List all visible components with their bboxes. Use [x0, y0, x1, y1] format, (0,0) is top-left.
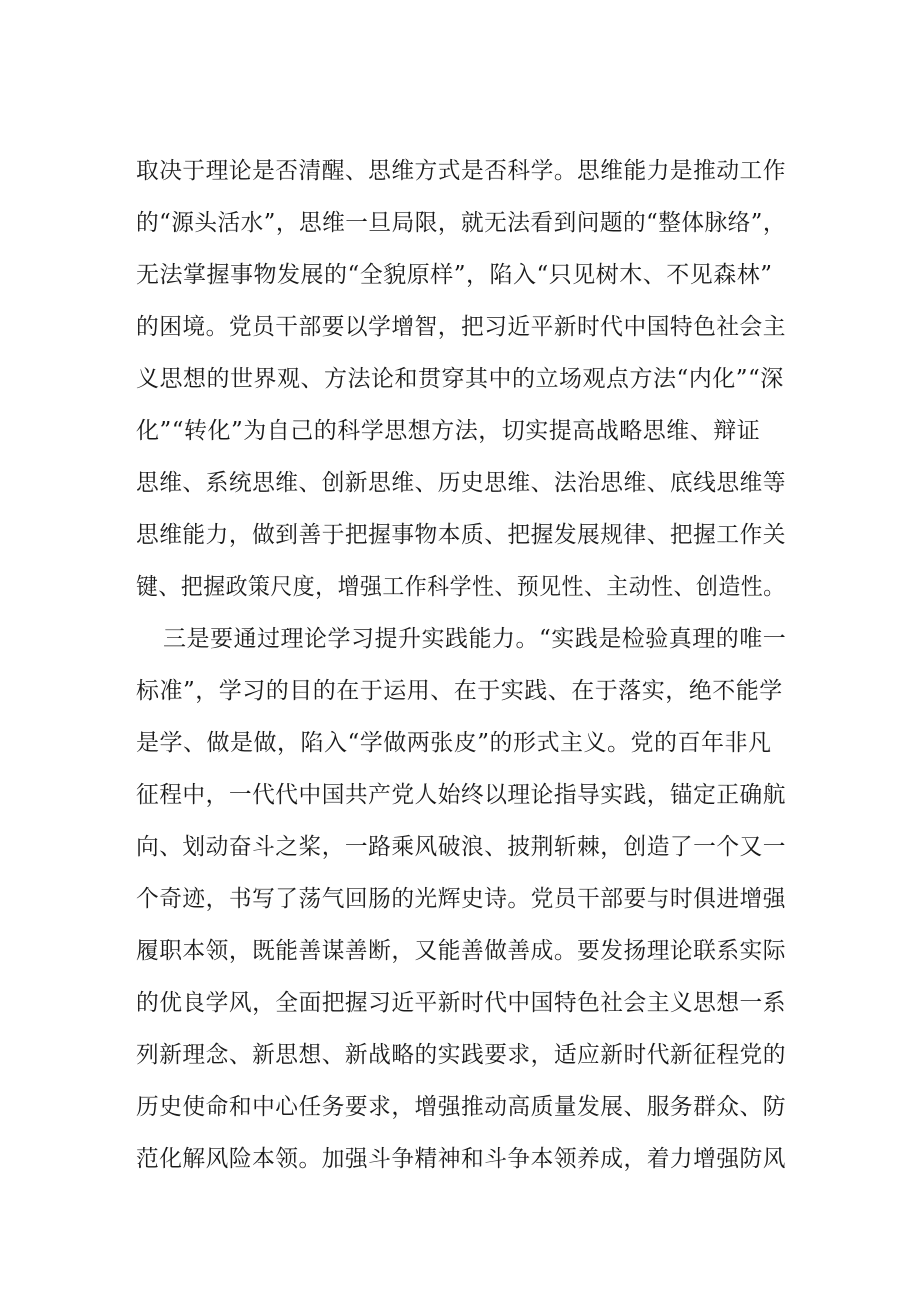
text-line: 思维、系统思维、创新思维、历史思维、法治思维、底线思维等 — [136, 470, 786, 496]
text-line: 个奇迹，书写了荡气回肠的光辉史诗。党员干部要与时俱进增强 — [136, 886, 786, 912]
text-line: 无法掌握事物发展的“全貌原样”，陷入“只见树木、不见森林” — [136, 262, 773, 288]
paragraph-start-line: 三是要通过理论学习提升实践能力。“实践是检验真理的唯一 — [163, 626, 787, 652]
text-line: 履职本领，既能善谋善断，又能善做善成。要发扬理论联系实际 — [136, 938, 786, 964]
text-line: 向、划动奋斗之桨，一路乘风破浪、披荆斩棘，创造了一个又一 — [136, 834, 786, 860]
text-line: 化”“转化”为自己的科学思想方法，切实提高战略思维、辩证 — [136, 418, 761, 444]
text-line: 取决于理论是否清醒、思维方式是否科学。思维能力是推动工作 — [136, 158, 786, 184]
text-line: 思维能力，做到善于把握事物本质、把握发展规律、把握工作关 — [136, 522, 786, 548]
text-line: 范化解风险本领。加强斗争精神和斗争本领养成，着力增强防风 — [136, 1146, 786, 1172]
text-line: 标准”，学习的目的在于运用、在于实践、在于落实，绝不能学 — [136, 678, 783, 704]
text-line: 征程中，一代代中国共产党人始终以理论指导实践，锚定正确航 — [136, 782, 786, 808]
text-line: 历史使命和中心任务要求，增强推动高质量发展、服务群众、防 — [136, 1094, 786, 1120]
text-line: 的优良学风，全面把握习近平新时代中国特色社会主义思想一系 — [136, 990, 786, 1016]
text-line: 是学、做是做，陷入“学做两张皮”的形式主义。党的百年非凡 — [136, 730, 772, 756]
text-line: 的“源头活水”，思维一旦局限，就无法看到问题的“整体脉络”， — [136, 210, 787, 236]
text-line: 的困境。党员干部要以学增智，把习近平新时代中国特色社会主 — [136, 314, 786, 340]
text-line: 列新理念、新思想、新战略的实践要求，适应新时代新征程党的 — [136, 1042, 786, 1068]
text-line: 义思想的世界观、方法论和贯穿其中的立场观点方法“内化”“深 — [136, 366, 784, 392]
text-line: 键、把握政策尺度，增强工作科学性、预见性、主动性、创造性。 — [136, 574, 786, 600]
